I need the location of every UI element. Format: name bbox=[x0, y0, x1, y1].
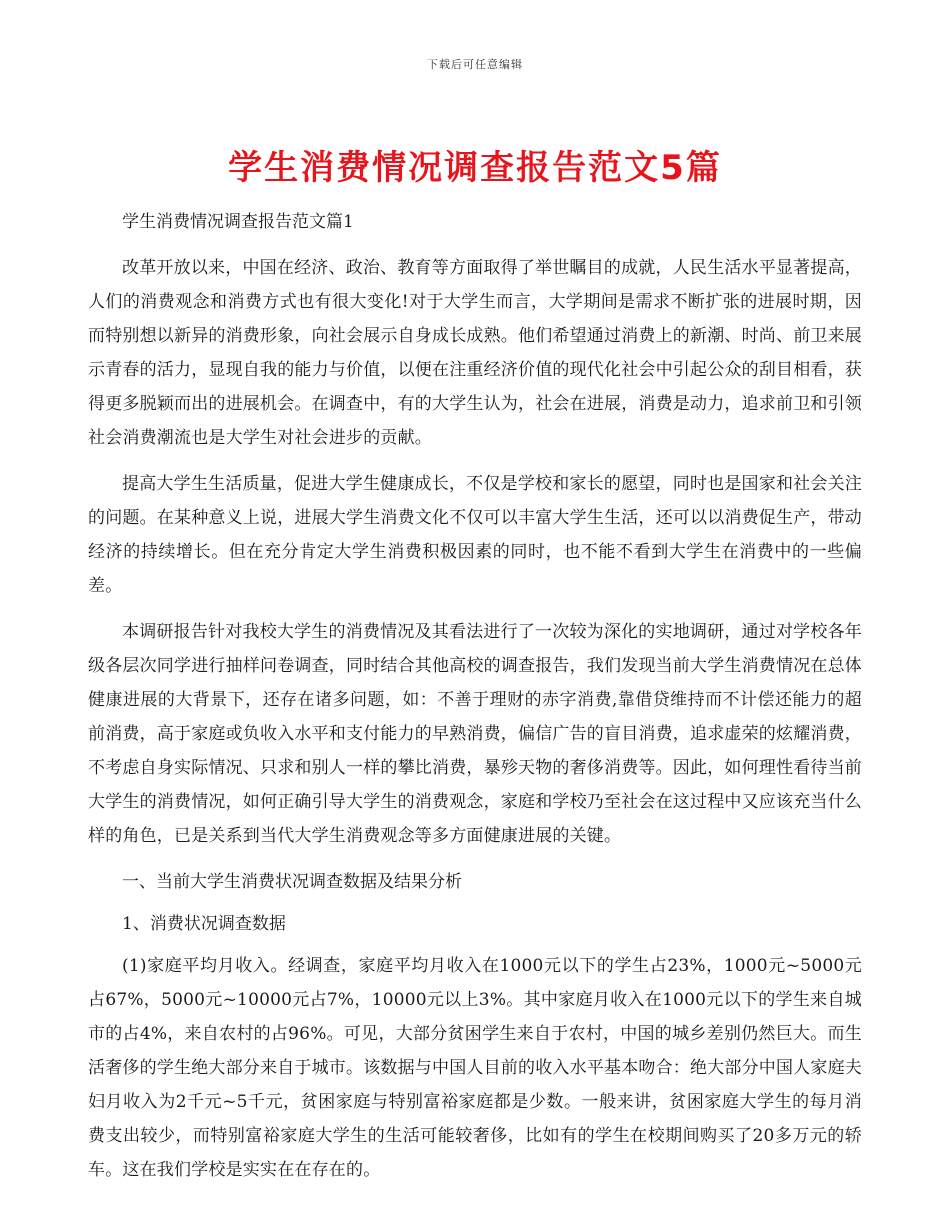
paragraph-3: 本调研报告针对我校大学生的消费情况及其看法进行了一次较为深化的实地调研，通过对学校各年级各层次同学进行抽样问卷调查，同时结合其他高校的调查报告，我们发现当前大学生消费情况在总体健康进展的大背景下，还存在诸多问题，如：不善于理财的赤字消费,靠借贷维持而不计偿还能力的超前消费，高于家庭或负收入水平和支付能力的早熟消费，偏信广告的盲目消费，追求虚荣的炫耀消费，不考虑自身实际情况、只求和别人一样的攀比消费，暴殄天物的奢侈消费等。因此，如何理性看待当前大学生的消费情况，如何正确引导大学生的消费观念，家庭和学校乃至社会在这过程中又应该充当什么样的角色，已是关系到当代大学生消费观念等多方面健康进展的关键。 bbox=[88, 622, 862, 846]
paragraph-2: 提高大学生生活质量，促进大学生健康成长，不仅是学校和家长的愿望，同时也是国家和社会关注的问题。在某种意义上说，进展大学生消费文化不仅可以丰富大学生生活，还可以以消费促生产，带动经济的持续增长。但在充分肯定大学生消费积极因素的同时，也不能不看到大学生在消费中的一些偏差。 bbox=[88, 474, 862, 596]
paragraph-1: 改革开放以来，中国在经济、政治、教育等方面取得了举世瞩目的成就，人民生活水平显著提高，人们的消费观念和消费方式也有很大变化!对于大学生而言，大学期间是需求不断扩张的进展时期，因而特别想以新异的消费形象，向社会展示自身成长成熟。他们希望通过消费上的新潮、时尚、前卫来展示青春的活力，显现自我的能力与价值，以便在注重经济价值的现代化社会中引起公众的刮目相看，获得更多脱颖而出的进展机会。在调查中，有的大学生认为，社会在进展，消费是动力，追求前卫和引领社会消费潮流也是大学生对社会进步的贡献。 bbox=[88, 258, 862, 448]
document-body bbox=[88, 205, 862, 1187]
document-title: 学生消费情况调查报告范文5篇 bbox=[228, 148, 722, 188]
subsection-heading: 1、消费状况调查数据 bbox=[122, 914, 286, 934]
subtitle: 学生消费情况调查报告范文篇1 bbox=[122, 212, 354, 232]
header-note: 下载后可任意编辑 bbox=[427, 58, 523, 71]
data-paragraph: (1)家庭平均月收入。经调查，家庭平均月收入在1000元以下的学生占23%，1000元~5000元占67%，5000元~10000元占7%，10000元以上3%。其中家庭月收入在1000元以下的学生来自城市的占4%，来自农村的占96%。可见，大部分贫困学生来自于农村，中国的城乡差别仍然巨大。而生活奢侈的学生绝大部分来自于城市。该数据与中国人目前的收入水平基本吻合：绝大部分中国人家庭夫妇月收入为2千元~5千元，贫困家庭与特别富裕家庭都是少数。一般来讲，贫困家庭大学生的每月消费支出较少，而特别富裕家庭大学生的生活可能较奢侈，比如有的学生在校期间购买了20多万元的轿车。这在我们学校是实实在在存在的。 bbox=[88, 956, 862, 1180]
section-heading: 一、当前大学生消费状况调查数据及结果分析 bbox=[122, 872, 462, 892]
